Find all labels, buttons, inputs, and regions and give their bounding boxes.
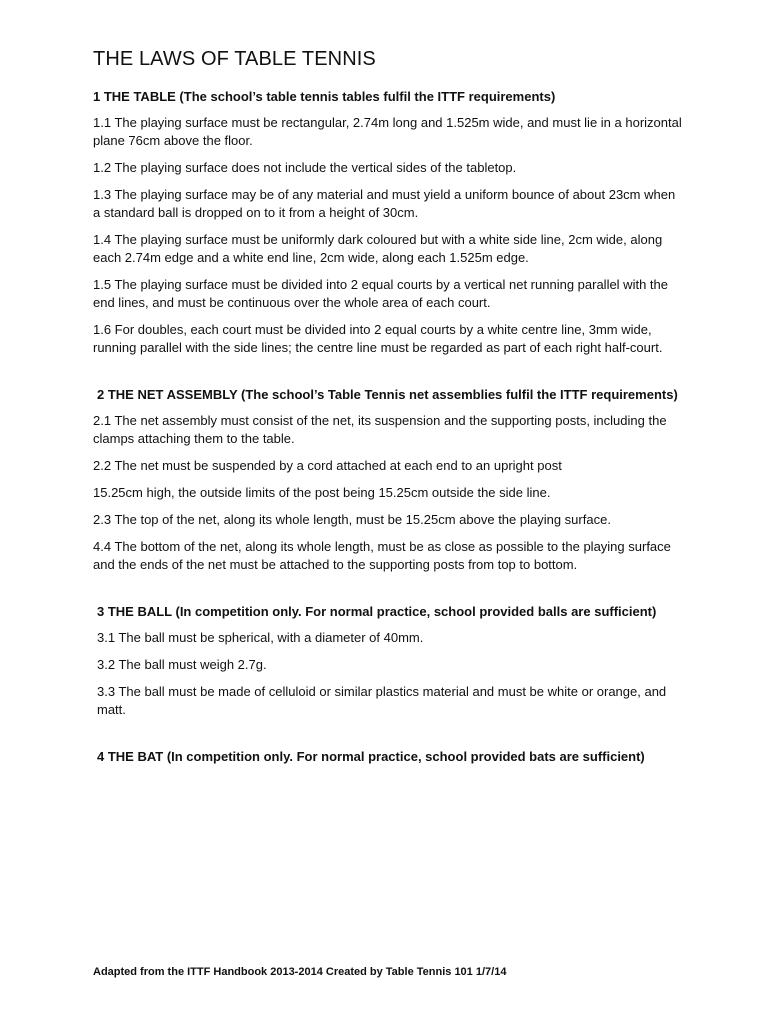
paragraph: 1.4 The playing surface must be uniformly dark coloured but with a white side line, 2cm wide, along each 2.74m edge and a white end line, 2cm wide, along each 1.525m edge. (93, 232, 663, 265)
document-footer: Adapted from the ITTF Handbook 2013-2014 Created by Table Tennis 101 1/7/14 (93, 966, 507, 978)
section-ball (93, 603, 683, 719)
paragraph: 3.2 The ball must weigh 2.7g. (97, 657, 267, 672)
document-page (93, 44, 683, 774)
paragraph: 2.1 The net assembly must consist of the net, its suspension and the supporting posts, including the clamps attaching them to the table. (93, 413, 667, 446)
section-heading: 1 THE TABLE (The school’s table tennis tables fulfil the ITTF requirements) (93, 89, 556, 104)
paragraph: 2.3 The top of the net, along its whole length, must be 15.25cm above the playing surface. (93, 512, 611, 527)
paragraph: 3.1 The ball must be spherical, with a diameter of 40mm. (97, 630, 424, 645)
section-spacer (93, 728, 683, 748)
paragraph: 1.3 The playing surface may be of any material and must yield a uniform bounce of about 23cm when a standard ball is dropped on to it from a height of 30cm. (93, 187, 676, 220)
paragraph: 1.2 The playing surface does not include the vertical sides of the tabletop. (93, 160, 517, 175)
section-net-assembly (93, 386, 683, 574)
paragraph: 1.5 The playing surface must be divided into 2 equal courts by a vertical net running parallel with the end lines, and must be continuous over the whole area of each court. (93, 277, 668, 310)
document-title: THE LAWS OF TABLE TENNIS (93, 48, 376, 70)
section-heading: 4 THE BAT (In competition only. For normal practice, school provided bats are sufficient) (97, 749, 645, 764)
paragraph: 15.25cm high, the outside limits of the post being 15.25cm outside the side line. (93, 485, 551, 500)
paragraph: 1.1 The playing surface must be rectangular, 2.74m long and 1.525m wide, and must lie in a horizontal plane 76cm above the floor. (93, 115, 682, 148)
section-spacer (93, 583, 683, 603)
paragraph: 3.3 The ball must be made of celluloid or similar plastics material and must be white or orange, and matt. (97, 684, 667, 717)
section-heading: 2 THE NET ASSEMBLY (The school’s Table Tennis net assemblies fulfil the ITTF requirements) (97, 387, 678, 402)
section-table (93, 88, 683, 357)
paragraph: 4.4 The bottom of the net, along its whole length, must be as close as possible to the playing surface and the ends of the net must be attached to the supporting posts from top to bottom. (93, 539, 671, 572)
section-spacer (93, 366, 683, 386)
section-bat (93, 748, 683, 766)
section-heading: 3 THE BALL (In competition only. For normal practice, school provided balls are sufficient) (97, 604, 657, 619)
paragraph: 1.6 For doubles, each court must be divided into 2 equal courts by a white centre line, 3mm wide, running parallel with the side lines; the centre line must be regarded as part of each right half-court. (93, 322, 663, 355)
paragraph: 2.2 The net must be suspended by a cord attached at each end to an upright post (93, 458, 562, 473)
